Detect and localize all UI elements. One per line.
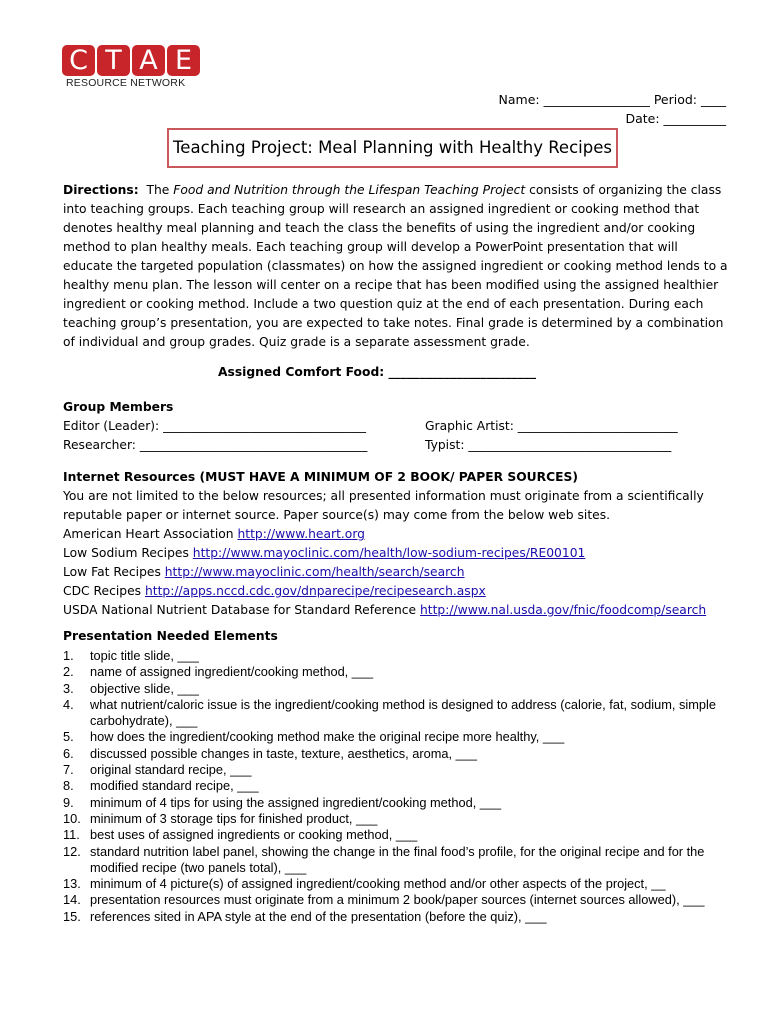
item-text: best uses of assigned ingredients or cooking method, ___ [90,827,418,843]
item-number: 7. [63,762,74,778]
resources-heading: Internet Resources (MUST HAVE A MINIMUM OF 2 BOOK/ PAPER SOURCES) [63,470,579,484]
list-item [63,811,733,827]
directions-pre: The [146,183,174,197]
editor-field: Editor (Leader): _________________________________ [63,419,367,433]
resource-link[interactable]: http://www.mayoclinic.com/health/low-sodium-recipes/RE00101 [192,546,586,560]
resource-item [63,563,733,582]
item-text: minimum of 4 picture(s) of assigned ingredient/cooking method and/or other aspects of the project, __ [90,876,666,892]
item-text: modified standard recipe, ___ [90,778,259,794]
item-text: discussed possible changes in taste, texture, aesthetics, aroma, ___ [90,745,477,761]
resource-label: American Heart Association [63,527,238,541]
list-item [63,681,733,697]
item-text: minimum of 4 tips for using the assigned ingredient/cooking method, ___ [90,794,502,810]
item-number: 1. [63,648,74,663]
item-number: 6. [63,745,74,761]
item-number: 3. [63,680,74,696]
ctae-logo [62,45,207,93]
list-item [63,648,733,664]
list-item [63,827,733,843]
name-period-line: Name: _________________ Period: ____ [498,92,726,107]
list-item [63,729,733,745]
list-item [63,746,733,762]
resource-link[interactable]: http://apps.nccd.cdc.gov/dnparecipe/recipesearch.aspx [144,584,486,598]
logo-letter: A [132,45,165,76]
directions-paragraph [63,181,728,352]
item-text: what nutrient/caloric issue is the ingredient/cooking method is designed to address (calorie, fat, sodium, simple carbohydrate), ___ [90,696,716,729]
group-members-section [63,398,733,455]
item-number: 10. [63,810,81,826]
item-number: 8. [63,778,74,794]
researcher-field: Researcher: _____________________________________ [63,438,368,452]
item-text: topic title slide, ___ [90,648,199,663]
logo-letter: T [97,45,130,76]
typist-field: Typist: _________________________________ [425,438,672,452]
date-line: Date: __________ [625,111,726,126]
logo-subtitle: RESOURCE NETWORK [66,77,186,89]
directions-label: Directions: [63,183,139,197]
resource-label: CDC Recipes [63,584,145,598]
item-text: name of assigned ingredient/cooking method, ___ [90,664,374,680]
item-text: presentation resources must originate from a minimum 2 book/paper sources (internet sources allowed), ___ [90,892,705,908]
elements-heading: Presentation Needed Elements [63,629,278,643]
list-item [63,892,733,908]
resource-link[interactable]: http://www.heart.org [237,527,365,541]
item-number: 13. [63,876,81,892]
logo-letters [62,45,207,76]
item-text: minimum of 3 storage tips for finished product, ___ [90,810,378,826]
item-text: objective slide, ___ [90,680,199,696]
item-text: how does the ingredient/cooking method make the original recipe more healthy, ___ [90,729,565,745]
item-number: 11. [63,827,80,843]
resource-item [63,601,733,620]
logo-letter: C [62,45,95,76]
list-item [63,664,733,680]
resource-item [63,582,733,601]
assigned-comfort-food: Assigned Comfort Food: ________________________ [218,365,537,379]
resource-item [63,525,733,544]
list-item [63,778,733,794]
resources-intro: You are not limited to the below resources; all presented information must originate from a scientifically reputable paper or internet source. Paper source(s) may come from the below web sites. [63,489,704,522]
logo-letter: E [167,45,200,76]
list-item [63,844,733,877]
project-name: Food and Nutrition through the Lifespan Teaching Project [173,183,526,197]
resource-label: Low Sodium Recipes [63,546,193,560]
item-number: 12. [63,843,81,859]
page-title: Teaching Project: Meal Planning with Healthy Recipes [167,128,618,168]
item-number: 14. [63,892,81,908]
list-item [63,909,733,925]
item-number: 5. [63,729,74,745]
resource-label: Low Fat Recipes [63,565,165,579]
student-info [499,90,726,128]
group-members-heading: Group Members [63,400,174,414]
resource-link[interactable]: http://www.mayoclinic.com/health/search/search [164,565,465,579]
item-text: standard nutrition label panel, showing the change in the final food’s profile, for the original recipe and for the modified recipe (two panels total), ___ [90,843,705,875]
item-number: 4. [63,696,74,712]
item-number: 9. [63,794,74,810]
list-item [63,697,733,730]
list-item [63,762,733,778]
graphic-artist-field: Graphic Artist: __________________________ [425,419,678,433]
resource-label: USDA National Nutrient Database for Standard Reference [63,603,420,617]
item-number: 15. [63,908,81,924]
resource-link[interactable]: http://www.nal.usda.gov/fnic/foodcomp/search [420,603,707,617]
item-text: references sited in APA style at the end of the presentation (before the quiz), ___ [90,908,547,924]
directions-body: consists of organizing the class into teaching groups. Each teaching group will research an assigned ingredient or cooking method that denotes healthy meal planning and teach the class the benefits of using the ingredient and/or cooking method to plan healthy meals. Each teaching group will develop a PowerPoint presentation that will educate the targeted population (classmates) on how the assigned ingredient or cooking method lends to a healthy menu plan. The lesson will center on a recipe that has been modified using the assigned healthier ingredient or cooking method. Include a two question quiz at the end of each presentation. During each teaching group’s presentation, you are expected to take notes. Final grade is determined by a combination of individual and group grades. Quiz grade is a separate assessment grade. [63,183,728,349]
item-text: original standard recipe, ___ [90,762,252,778]
elements-list [63,648,733,925]
item-number: 2. [63,664,74,680]
internet-resources-section [63,468,733,620]
resource-item [63,544,733,563]
list-item [63,876,733,892]
list-item [63,795,733,811]
